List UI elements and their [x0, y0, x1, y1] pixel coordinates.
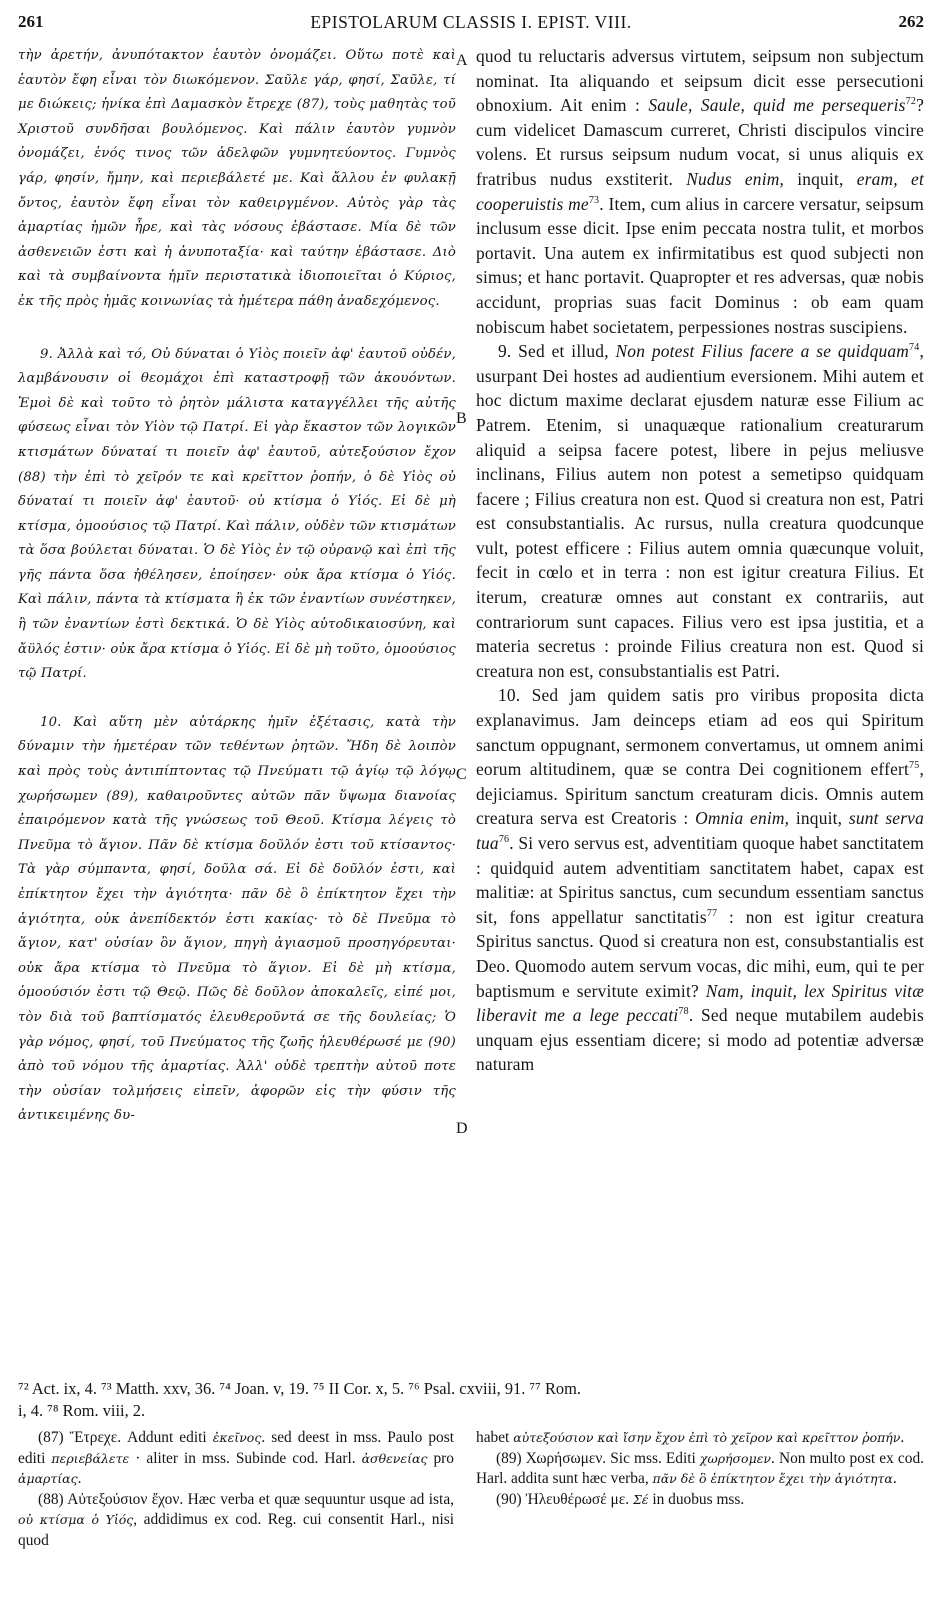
latin-section-9: 9. Sed et illud, Non potest Filius facere a se quidquam$^{74}$, usurpant Dei hostes ad audientium eversionem. Mihi autem et hoc dictum maxime declarat ejusdem naturæ esse Filium ac Patrem. Etenim, si unaquæque rationalium creaturarum aliquid a seipsa facere potest, libere in pejus meliusve inclinans, Filius autem non potest a semetipso quidquam facere ; Filius creatura non est. Quod si creatura non est, Patri est consubstantialis. Ac rursus, nulla creatura quodcunque vult, potest efficere : Filius autem omnia quæcunque voluit, fecit in cœlo et in terra : non est igitur creatura Filius. Et iterum, creaturæ omnes aut constant ex contrariis, aut contrariorum sunt capaces. Filius vero est ipsa justitia, et a materia secretus : proinde Filius creatura non est. Quod si creatura non est, consubstantialis est Patri. — [476, 341, 924, 681]
greek-section-10: 10. Καὶ αὕτη μὲν αὐτάρκης ἡμῖν ἐξέτασις, κατὰ τὴν δύναμιν τὴν ἡμετέραν τῶν τεθέντων ῥητῶν. Ἤδη δὲ λοιπὸν καὶ πρὸς τοὺς ἀντιπίπτοντας τῷ Πνεύματι τῷ ἁγίῳ τῷ λόγῳ χωρήσωμεν (89), καθαιροῦντες αὐτῶν πᾶν ὕψωμα διανοίας ἐπαιρόμενον κατὰ τῆς γνώσεως τοῦ Θεοῦ. Κτίσμα λέγεις τὸ Πνεῦμα τὸ ἅγιον. Πᾶν δὲ κτίσμα δοῦλόν ἐστι τοῦ κτίσαντος· Τὰ γὰρ σύμπαντα, φησί, δοῦλα σά. Εἰ δὲ δοῦλόν ἐστι, καὶ ἐπίκτητον ἔχει τὴν ἁγιότητα· πᾶν δὲ ὃ ἐπίκτητον ἔχει τὴν ἁγιότητα, οὐκ ἀνεπίδεκτόν ἐστι κακίας· τὸ δὲ Πνεῦμα τὸ ἅγιον, κατ' οὐσίαν ὂν ἅγιον, πηγὴ ἁγιασμοῦ προσηγόρευται· οὐκ ἄρα κτίσμα τὸ Πνεῦμα τὸ ἅγιον. Εἰ δὲ μὴ κτίσμα, ὁμοούσιόν ἐστι τῷ Θεῷ. Πῶς δὲ δοῦλον ἀποκαλεῖς, εἰπέ μοι, τὸν διὰ τοῦ βαπτίσματός ἐλευθεροῦντά σε τῆς δουλείας; Ὁ γὰρ νόμος, φησί, τοῦ Πνεύματος τῆς ζωῆς ἠλευθέρωσέ με (90) ἀπὸ τοῦ νόμου τῆς ἁμαρτίας. Ἀλλ' οὐδὲ τρεπτὴν αὐτοῦ ποτε τὴν οὐσίαν τολμήσεις εἰπεῖν, ἀφορῶν εἰς τὴν φύσιν τῆς ἀντικειμένης δυ- — [18, 714, 456, 1124]
greek-section-8: τὴν ἀρετήν, ἀνυπότακτον ἑαυτὸν ὀνομάζει. Οὕτω ποτὲ καὶ ἑαυτὸν ἔφη εἶναι τὸν διωκόμενον. Σαῦλε γάρ, φησί, Σαῦλε, τί με διώκεις; ἡνίκα ἐπὶ Δαμασκὸν ἔτρεχε (87), τοὺς μαθητὰς τοῦ Χριστοῦ συνδῆσαι βουλόμενος. Καὶ πάλιν ἑαυτὸν γυμνὸν ὀνομάζει, ἑνός τινος τῶν ἀδελφῶν γυμνητεύοντος. Γυμνὸς γάρ, φησίν, ἤμην, καὶ περιεβάλετέ με. Καὶ ἄλλου ἐν φυλακῇ ὄντος, ἑαυτὸν ἔφη εἶναι τὸν καθειργμένον. Αὐτὸς γὰρ τὰς ἁμαρτίας ἡμῶν ἦρε, καὶ τὰς νόσους ἐβάστασε. Μία δὲ τῶν ἀσθενειῶν ἐστι καὶ ἡ ἀνυποταξία· καὶ ταύτην ἐβάστασε. Διὸ καὶ τὰ συμβαίνοντα ἡμῖν περιστατικὰ ἰδιοποιεῖται ὁ Κύριος, ἐκ τῆς πρὸς ἡμᾶς κοινωνίας τὰ ἡμέτερα πάθη ἀναδεχόμενος. — [18, 48, 456, 309]
margin-marker-c: C — [456, 766, 467, 783]
footnote-87: (87) Ἔτρεχε. Addunt editi ἐκεῖνος. sed deest in mss. Paulo post editi περιεβάλετε · aliter in mss. Subinde cod. Harl. ἀσθενείας pro ἁμαρτίας. — [18, 1429, 454, 1487]
page-number-right: 262 — [898, 12, 924, 31]
footnote-89: (89) Χωρήσωμεν. Sic mss. Editi χωρήσομεν. Non multo post ex cod. Harl. addita sunt hæc verba, πᾶν δὲ ὃ ἐπίκτητον ἔχει τὴν ἁγιότητα. — [476, 1449, 924, 1487]
latin-column — [476, 44, 924, 1077]
margin-marker-b: B — [456, 410, 467, 427]
margin-marker-a: A — [456, 52, 468, 69]
footnote-88: (88) Αὐτεξούσιον ἔχον. Hæc verba et quæ sequuntur usque ad ista, οὐ κτίσμα ὁ Υἱός, addidimus ex cod. Reg. cui consentit Harl., nisi quod — [18, 1490, 454, 1549]
running-title: EPISTOLARUM CLASSIS I. EPIST. VIII. — [310, 12, 632, 32]
footnote-90: (90) Ἠλευθέρωσέ με. Σέ in duobus mss. — [496, 1490, 745, 1508]
running-header — [18, 4, 924, 34]
reference-line-2: i, 4. ⁷⁸ Rom. viii, 2. — [18, 1401, 146, 1420]
footnotes-right — [476, 1428, 924, 1510]
footnote-88-continued: habet αὐτεξούσιον καὶ ἴσην ἔχον ἐπὶ τὸ χεῖρον καὶ κρεῖττον ῥοπήν. — [476, 1429, 905, 1446]
latin-section-10: 10. Sed jam quidem satis pro viribus proposita dicta explanavimus. Jam deinceps etiam ad eos qui Spiritum sanctum oppugnant, sermonem convertamus, ut omnem animi eorum altitudinem, quæ se contra Dei cognitionem effert$^{75}$, dejiciamus. Spiritum sanctum creaturam dicis. Omnis autem creatura serva est Creatoris : Omnia enim, inquit, sunt serva tua$^{76}$. Si vero servus est, adventitiam quoque habet sanctitatem : quidquid autem adventitiam sanctitatem habet, capax est malitiæ: at Spiritus sanctus, cum secundum essentiam sanctus sit, fons appellatur sanctitatis$^{77}$ : non est igitur creatura Spiritus sanctus. Quod si creatura non est, consubstantialis est Deo. Quomodo autem servum vocas, dic mihi, eum, qui te per baptismum e servitute eximit? Nam, inquit, lex Spiritus vitæ liberavit me a lege peccati$^{78}$. Sed neque mutabilem audebis unquam ejus essentiam dicere; si modo ad potentiæ adversæ naturam — [476, 685, 925, 1075]
latin-section-8: quod tu reluctaris adversus virtutem, seipsum non subjectum nominat. Ita aliquando et seipsum dicit esse persecutioni obnoxium. Ait enim : Saule, Saule, quid me persequeris$^{72}$? cum videlicet Damascum curreret, Christi discipulos vincire volens. Et rursus seipsum nudum vocat, si unus aliquis ex fratribus nudus exstiterit. Nudus enim, inquit, eram, et cooperuistis $me^{73}$. Item, cum alius in carcere versatur, seipsum inclusum esse dicit. Ipse enim peccata nostra tulit, et morbos portavit. Una autem ex infirmitatibus est quod subjecti non simus; et hanc portavit. Quapropter et res adversas, quæ nobis accidunt, proprias suas facit Dominus : ob eam quam nobiscum habet societatem, perpessiones nostras suscipiens. — [476, 46, 924, 337]
margin-marker-d: D — [456, 1120, 468, 1137]
page-number-left: 261 — [18, 12, 44, 31]
greek-section-9: 9. Ἀλλὰ καὶ τό, Οὐ δύναται ὁ Υἱὸς ποιεῖν ἀφ' ἑαυτοῦ οὐδέν, λαμβάνουσιν οἱ θεομάχοι ἐπὶ καταστροφῇ τῶν ἀκουόντων. Ἐμοὶ δὲ καὶ τοῦτο τὸ ῥητὸν μάλιστα καταγγέλλει τῆς αὐτῆς φύσεως εἶναι τὸν Υἱὸν τῷ Πατρί. Εἰ γὰρ ἕκαστον τῶν λογικῶν κτισμάτων δύναταί τι ποιεῖν ἀφ' ἑαυτοῦ, αὐτεξούσιον ἔχον (88) τὴν ἐπὶ τὸ χεῖρόν τε καὶ κρεῖττον ῥοπήν, ὁ δὲ Υἱὸς οὐ δύναταί τι ποιεῖν ἀφ' ἑαυτοῦ· οὐ κτίσμα ὁ Υἱός. Εἰ δὲ μὴ κτίσμα, ὁμοούσιος τῷ Πατρί. Καὶ πάλιν, οὐδὲν τῶν κτισμάτων τὰ ὅσα βούλεται δύναται. Ὁ δὲ Υἱὸς ἐν τῷ οὐρανῷ καὶ ἐπὶ τῆς γῆς πάντα ὅσα ἠθέλησεν, ἐποίησεν· οὐκ ἄρα κτίσμα ὁ Υἱός. Καὶ πάλιν, πάντα τὰ κτίσματα ἢ ἐκ τῶν ἐναντίων συνέστηκεν, ἢ τῶν ἐναντίων ἐστὶ δεκτικά. Ὁ δὲ Υἱὸς αὐτοδικαιοσύνη, καὶ ἄϋλός ἐστιν· οὐκ ἄρα κτίσμα ὁ Υἱός. Εἰ δὲ μὴ τοῦτο, ὁμοούσιος τῷ Πατρί. — [18, 346, 456, 682]
reference-line-1: ⁷² Act. ix, 4. ⁷³ Matth. xxv, 36. ⁷⁴ Joan. v, 19. ⁷⁵ II Cor. x, 5. ⁷⁶ Psal. cxviii, 91. ⁷⁷ Rom. — [18, 1379, 581, 1398]
footnotes-left — [18, 1428, 454, 1551]
greek-column — [18, 44, 456, 1129]
scripture-references — [18, 1378, 924, 1422]
